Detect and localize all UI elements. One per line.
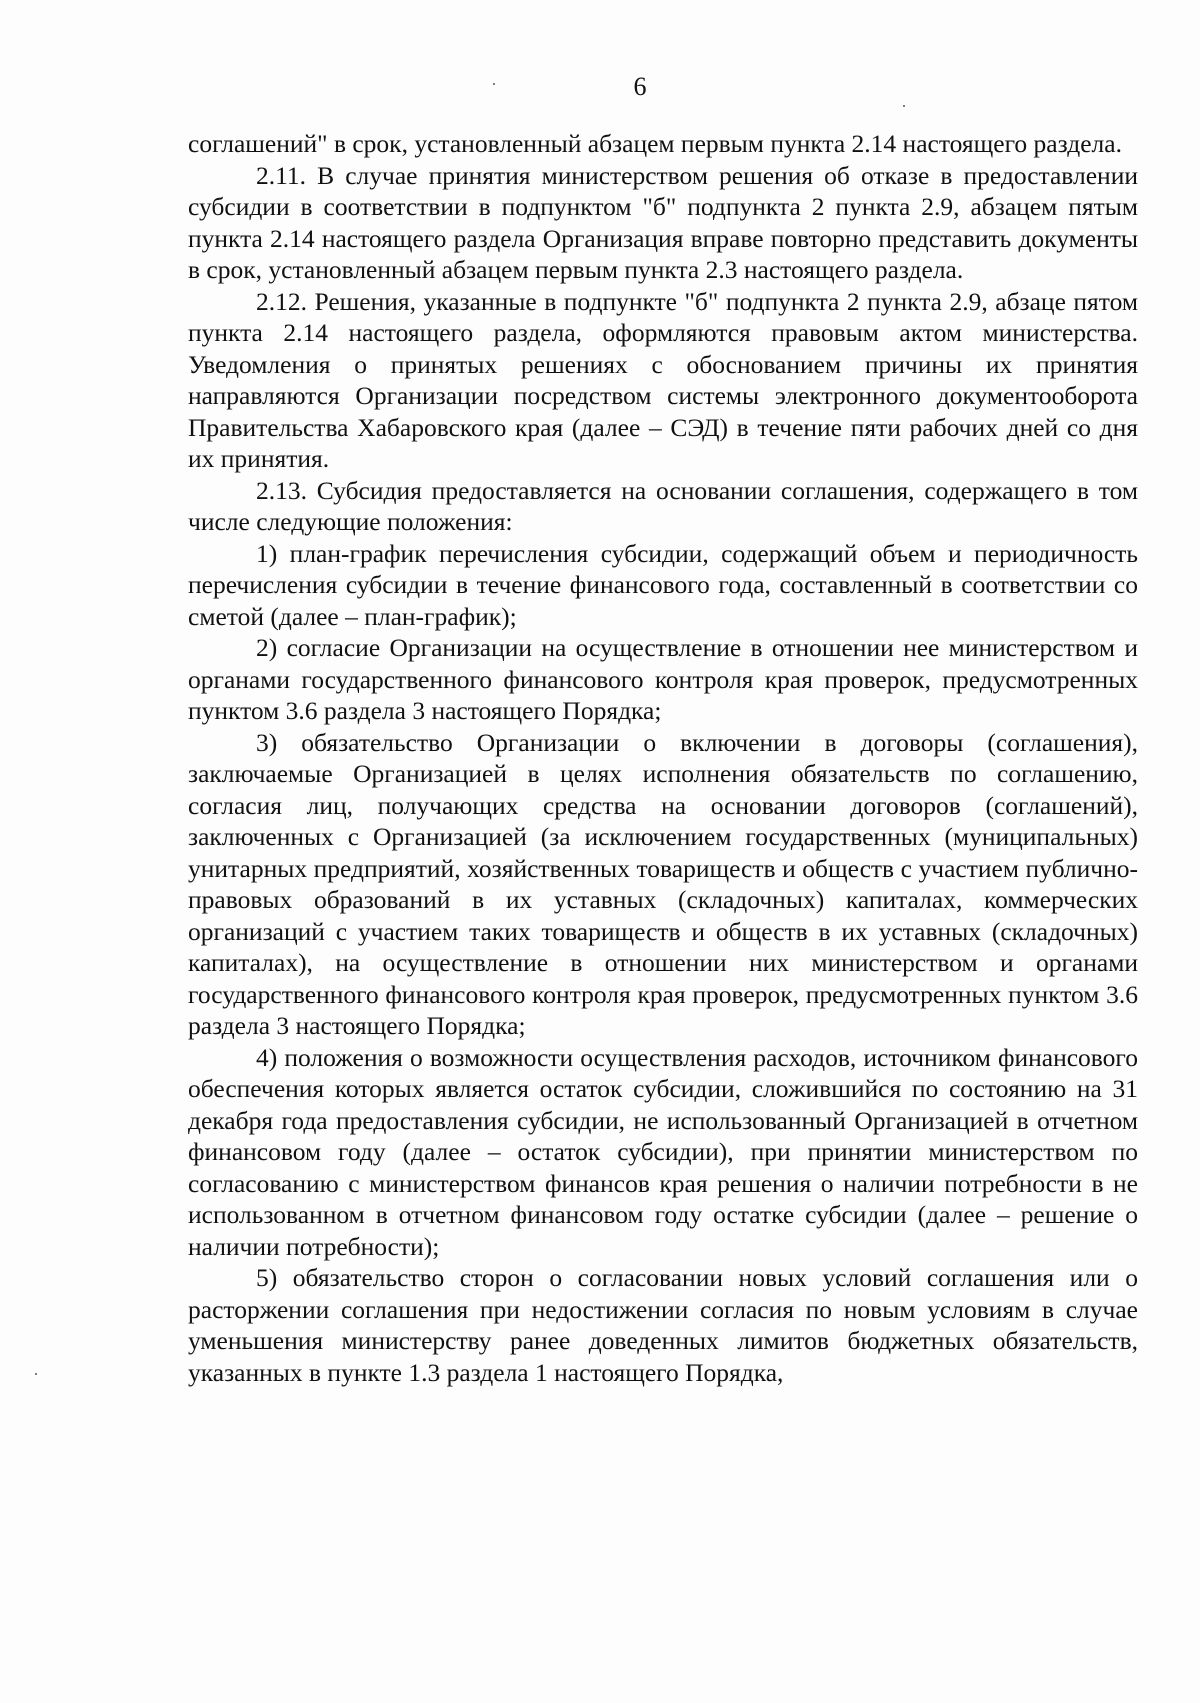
paragraph-2-11: 2.11. В случае принятия министерством решения об отказе в предоставлении субсидии в соответствии в подпунктом "б" подпункта 2 пункта 2.9, абзацем пятым пункта 2.14 настоящего раздела Организация вправе повторно представить документы в срок, установленный абзацем первым пункта 2.3 настоящего раздела. [188,160,1138,284]
paragraph-continuation: соглашений" в срок, установленный абзацем первым пункта 2.14 настоящего раздела. [188,129,1122,158]
list-item-4: 4) положения о возможности осуществления расходов, источником финансового обеспечения которых является остаток субсидии, сложившийся по состоянию на 31 декабря года предоставления субсидии, не использованный Организацией в отчетном финансовом году (далее – остаток субсидии), при принятии министерством по согласованию с министерством финансов края решения о наличии потребности в не использованном в отчетном финансовом году остатке субсидии (далее – решение о наличии потребности); [188,1042,1138,1261]
list-item-5: 5) обязательство сторон о согласовании новых условий соглашения или о расторжении соглашения при недостижении согласия по новым условиям в случае уменьшения министерству ранее доведенных лимитов бюджетных обязательств, указанных в пункте 1.3 раздела 1 настоящего Порядка, [188,1263,1138,1387]
scan-speck [35,1373,37,1375]
page-number: 6 [633,72,647,101]
list-item-3: 3) обязательство Организации о включении в договоры (соглашения), заключаемые Организацией в целях исполнения обязательств по соглашению, согласия лиц, получающих средства на основании договоров (соглашений), заключенных с Организацией (за исключением государственных (муниципальных) унитарных предприятий, хозяйственных товариществ и обществ с участием публично-правовых образований в их уставных (складочных) капиталах, коммерческих организаций с участием таких товариществ и обществ в их уставных (складочных) капиталах), на осуществление в отношении них министерством и органами государственного финансового контроля края проверок, предусмотренных пунктом 3.6 раздела 3 настоящего Порядка; [188,727,1138,1040]
paragraph-2-12: 2.12. Решения, указанные в подпункте "б" подпункта 2 пункта 2.9, абзаце пятом пункта 2.14 настоящего раздела, оформляются правовым актом министерства. Уведомления о принятых решениях с обоснованием причины их принятия направляются Организации посредством системы электронного документооборота Правительства Хабаровского края (далее – СЭД) в течение пяти рабочих дней со дня их принятия. [188,286,1138,473]
list-item-2: 2) согласие Организации на осуществление в отношении нее министерством и органами государственного финансового контроля края проверок, предусмотренных пунктом 3.6 раздела 3 настоящего Порядка; [188,633,1138,725]
scan-speck [903,105,905,107]
list-item-1: 1) план-график перечисления субсидии, содержащий объем и периодичность перечисления субсидии в течение финансового года, составленный в соответствии со сметой (далее – план-график); [188,538,1138,631]
document-body [188,128,1138,1388]
paragraph-2-13: 2.13. Субсидия предоставляется на основании соглашения, содержащего в том числе следующие положения: [188,475,1138,536]
